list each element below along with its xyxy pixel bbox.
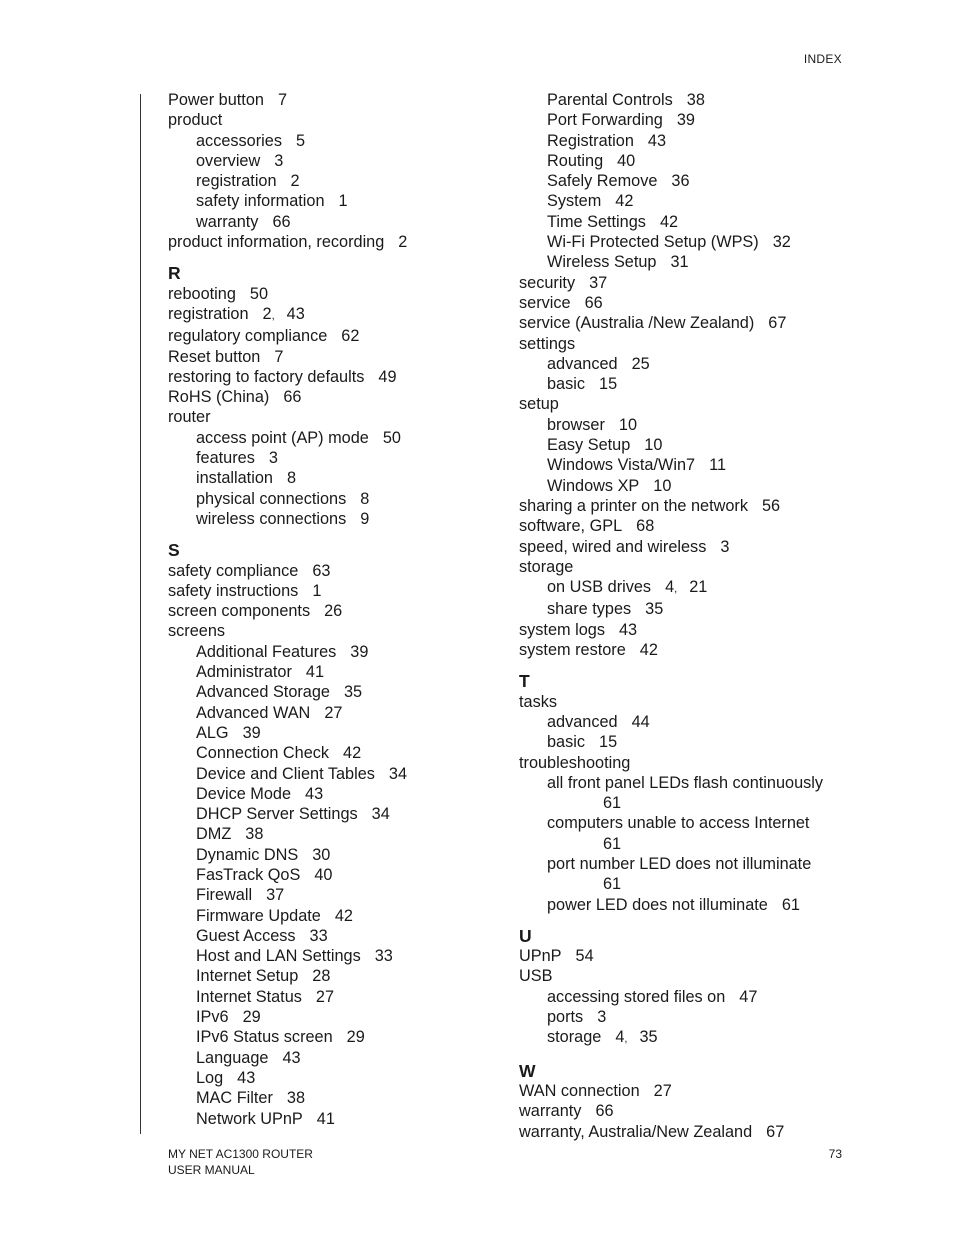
index-page-ref: 10 xyxy=(644,436,663,455)
index-term: accessing stored files on xyxy=(547,987,726,1006)
index-term: advanced xyxy=(547,354,618,373)
index-page-ref: 15 xyxy=(599,733,618,752)
index-page-ref: 43 xyxy=(282,1048,301,1067)
index-page-ref: 26 xyxy=(324,602,343,621)
index-page-ref: 38 xyxy=(686,91,705,109)
index-term: share types xyxy=(547,600,632,619)
index-page-ref: 27 xyxy=(315,987,335,1006)
index-entry xyxy=(168,581,458,601)
index-term: ALG xyxy=(196,723,229,742)
index-term: security xyxy=(519,273,576,292)
index-page-ref: 1 xyxy=(312,581,322,600)
index-page-ref: 3 xyxy=(720,537,730,556)
index-subentry xyxy=(519,435,842,455)
index-term: ports xyxy=(547,1008,584,1027)
index-subentry xyxy=(519,131,842,151)
index-page-ref: 43 xyxy=(305,784,324,803)
index-page-ref: 67 xyxy=(766,1122,785,1141)
index-term: overview xyxy=(196,151,261,170)
index-page-ref: 32 xyxy=(772,233,791,252)
index-column-left xyxy=(168,90,458,1129)
index-entry xyxy=(168,110,458,130)
index-page-ref: 2 xyxy=(262,304,272,323)
index-page-ref: 41 xyxy=(316,1109,335,1128)
index-term: access point (AP) mode xyxy=(196,428,369,447)
index-column-right xyxy=(519,90,842,1142)
index-term: product xyxy=(168,111,223,130)
index-entry xyxy=(519,1122,842,1142)
index-term: power LED does not illuminate xyxy=(547,895,768,914)
index-subentry xyxy=(519,599,842,619)
index-term: Log xyxy=(196,1068,224,1087)
index-entry xyxy=(519,966,842,986)
index-term: RoHS (China) xyxy=(168,388,270,407)
index-subentry xyxy=(168,784,458,804)
index-term: Guest Access xyxy=(196,926,296,945)
index-page-ref: 27 xyxy=(324,703,343,722)
index-page-ref: 37 xyxy=(266,886,285,905)
index-term: features xyxy=(196,449,255,468)
index-term: screen components xyxy=(168,602,311,621)
index-page-ref: 4 xyxy=(615,1028,625,1047)
index-page-ref: 54 xyxy=(575,947,594,966)
index-page-ref: 44 xyxy=(631,712,650,731)
index-term: IPv6 Status screen xyxy=(196,1028,333,1047)
index-page-ref: 4 xyxy=(665,578,675,597)
index-term: on USB drives xyxy=(547,578,652,597)
index-subentry xyxy=(519,415,842,435)
index-page-ref: 61 xyxy=(603,875,622,894)
index-page-ref: 66 xyxy=(283,388,302,407)
index-entry xyxy=(168,621,458,641)
index-page-ref: 30 xyxy=(312,845,331,864)
index-term: restoring to factory defaults xyxy=(168,367,365,386)
index-page-ref: 25 xyxy=(631,354,650,373)
index-page-ref: 7 xyxy=(274,347,284,366)
index-entry xyxy=(519,640,842,660)
index-subentry xyxy=(519,110,842,130)
index-subentry xyxy=(168,966,458,986)
index-subentry xyxy=(519,374,842,394)
index-term: settings xyxy=(519,334,576,353)
index-term: Advanced WAN xyxy=(196,703,311,722)
index-subentry xyxy=(168,489,458,509)
index-term: service xyxy=(519,293,571,312)
index-page-ref: 11 xyxy=(709,456,726,475)
index-subentry xyxy=(519,712,842,732)
index-subentry xyxy=(519,90,842,110)
index-subentry xyxy=(168,804,458,824)
index-term: system restore xyxy=(519,641,626,660)
index-page-ref: 9 xyxy=(360,509,370,528)
index-page-ref: 5 xyxy=(295,131,306,150)
index-term: System xyxy=(547,192,602,211)
index-subentry xyxy=(168,682,458,702)
index-term: safety information xyxy=(196,192,325,211)
index-letter-heading: T xyxy=(519,671,530,692)
index-entry xyxy=(168,90,458,110)
index-term: Firmware Update xyxy=(196,906,321,925)
index-term: Additional Features xyxy=(196,642,337,661)
index-term: router xyxy=(168,408,211,427)
index-page-ref: 40 xyxy=(617,151,636,170)
index-page-ref: 66 xyxy=(595,1102,614,1121)
index-entry xyxy=(519,516,842,536)
index-subentry xyxy=(168,1007,458,1027)
index-page-ref: 42 xyxy=(639,641,658,660)
page-ref-separator: , xyxy=(271,309,275,322)
page-ref-separator: , xyxy=(674,583,678,596)
index-term: MAC Filter xyxy=(196,1089,273,1108)
index-subentry xyxy=(519,895,842,915)
index-subentry xyxy=(519,476,842,496)
index-page-ref: 28 xyxy=(312,967,331,986)
index-page-ref: 43 xyxy=(286,304,305,323)
index-term: sharing a printer on the network xyxy=(519,496,748,515)
index-term: storage xyxy=(519,557,574,576)
running-header: INDEX xyxy=(803,52,842,66)
index-entry xyxy=(168,387,458,407)
index-page-ref: 39 xyxy=(676,111,695,130)
index-subentry xyxy=(168,865,458,885)
index-term: basic xyxy=(547,733,586,752)
index-page-ref: 67 xyxy=(768,314,787,333)
index-entry xyxy=(519,394,842,414)
index-term: Internet Status xyxy=(196,987,302,1006)
index-subentry xyxy=(168,1027,458,1047)
index-entry xyxy=(519,946,842,966)
index-page-ref: 49 xyxy=(378,367,397,386)
index-term: Easy Setup xyxy=(547,436,631,455)
index-entry xyxy=(168,407,458,427)
index-term: Wireless Setup xyxy=(547,253,657,272)
index-term: Windows Vista/Win7 xyxy=(547,456,696,475)
index-page-ref: 68 xyxy=(636,517,655,536)
index-page-ref: 42 xyxy=(615,192,634,211)
index-term: DMZ xyxy=(196,825,232,844)
index-page-ref: 41 xyxy=(305,663,325,682)
index-subentry xyxy=(168,448,458,468)
index-page-ref: 33 xyxy=(374,947,393,966)
index-term: computers unable to access Internet xyxy=(547,814,810,833)
index-subentry xyxy=(519,577,842,599)
index-page-ref: 34 xyxy=(388,764,408,783)
index-page-ref: 61 xyxy=(603,794,622,813)
index-term: tasks xyxy=(519,692,558,711)
index-page-ref: 10 xyxy=(653,476,672,495)
index-subentry xyxy=(519,212,842,232)
index-term: IPv6 xyxy=(196,1008,229,1027)
index-term: Internet Setup xyxy=(196,967,299,986)
index-term: Routing xyxy=(547,151,604,170)
index-page-ref: 62 xyxy=(341,327,360,346)
index-term: browser xyxy=(547,415,605,434)
index-page-ref: 47 xyxy=(739,987,758,1006)
index-subentry xyxy=(168,926,458,946)
index-subentry xyxy=(519,455,842,475)
index-term: Port Forwarding xyxy=(547,111,663,130)
index-entry xyxy=(519,334,842,354)
index-term: Network UPnP xyxy=(196,1109,303,1128)
index-entry xyxy=(168,232,458,252)
index-term: screens xyxy=(168,622,226,641)
index-page-ref: 61 xyxy=(781,895,800,914)
index-subentry xyxy=(168,468,458,488)
index-entry xyxy=(168,561,458,581)
index-subentry xyxy=(519,773,842,814)
page-number: 73 xyxy=(828,1147,842,1161)
index-subentry xyxy=(519,987,842,1007)
index-page-ref: 66 xyxy=(272,212,291,231)
index-subentry xyxy=(168,1109,458,1129)
index-page-ref: 3 xyxy=(597,1008,607,1027)
index-term: Administrator xyxy=(196,663,292,682)
index-term: registration xyxy=(196,172,277,191)
index-subentry xyxy=(168,428,458,448)
index-page-ref: 3 xyxy=(274,151,284,170)
index-subentry xyxy=(519,354,842,374)
index-page-ref: 56 xyxy=(761,496,781,515)
index-term: installation xyxy=(196,469,273,488)
index-page-ref: 35 xyxy=(639,1028,658,1047)
index-page-ref: 39 xyxy=(242,723,261,742)
index-term: physical connections xyxy=(196,489,347,508)
index-term: Host and LAN Settings xyxy=(196,947,361,966)
index-page-ref: 40 xyxy=(314,865,333,884)
index-subentry xyxy=(168,824,458,844)
index-term: Advanced Storage xyxy=(196,683,330,702)
footer-title xyxy=(168,1146,313,1178)
index-page-ref: 34 xyxy=(371,805,390,824)
index-subentry xyxy=(168,987,458,1007)
index-subentry xyxy=(168,1048,458,1068)
index-page-ref: 50 xyxy=(382,428,401,447)
index-term: rebooting xyxy=(168,284,236,303)
index-entry xyxy=(519,753,842,773)
index-entry xyxy=(168,284,458,304)
index-letter-heading: S xyxy=(168,540,180,561)
index-term: safety instructions xyxy=(168,581,299,600)
index-term: Firewall xyxy=(196,886,253,905)
index-page-ref: 38 xyxy=(245,825,264,844)
index-term: all front panel LEDs flash continuously xyxy=(547,773,824,792)
index-page-ref: 8 xyxy=(286,469,296,488)
index-subentry xyxy=(168,212,458,232)
index-subentry xyxy=(168,743,458,763)
index-page-ref: 1 xyxy=(338,192,348,211)
index-page-ref: 27 xyxy=(653,1081,672,1100)
index-term: advanced xyxy=(547,712,618,731)
index-term: Dynamic DNS xyxy=(196,845,299,864)
index-subentry xyxy=(168,1068,458,1088)
index-term: Device Mode xyxy=(196,784,292,803)
index-subentry xyxy=(519,252,842,272)
index-term: FasTrack QoS xyxy=(196,865,301,884)
index-subentry xyxy=(519,191,842,211)
index-page-ref: 15 xyxy=(599,375,618,394)
index-page-ref: 2 xyxy=(398,233,408,252)
index-page-ref: 38 xyxy=(286,1089,306,1108)
index-term: safety compliance xyxy=(168,561,299,580)
index-letter-heading: R xyxy=(168,263,181,284)
index-subentry xyxy=(168,946,458,966)
index-entry xyxy=(519,273,842,293)
index-page-ref: 31 xyxy=(670,253,689,272)
index-subentry xyxy=(168,723,458,743)
index-term: Parental Controls xyxy=(547,91,673,109)
index-term: Windows XP xyxy=(547,476,640,495)
index-subentry xyxy=(519,813,842,854)
index-term: product information, recording xyxy=(168,233,385,252)
index-page-ref: 29 xyxy=(242,1008,261,1027)
index-subentry xyxy=(519,232,842,252)
index-term: warranty xyxy=(519,1102,582,1121)
index-term: basic xyxy=(547,375,586,394)
index-subentry xyxy=(519,151,842,171)
index-term: troubleshooting xyxy=(519,753,631,772)
index-term: Safely Remove xyxy=(547,172,658,191)
index-term: Registration xyxy=(547,131,634,150)
index-subentry xyxy=(519,854,842,895)
index-term: warranty xyxy=(196,212,259,231)
index-page-ref: 39 xyxy=(350,642,369,661)
index-entry xyxy=(519,557,842,577)
index-subentry xyxy=(168,1088,458,1108)
index-entry xyxy=(519,692,842,712)
index-term: storage xyxy=(547,1028,602,1047)
index-subentry xyxy=(168,171,458,191)
index-page-ref: 35 xyxy=(645,600,664,619)
index-page-ref: 2 xyxy=(290,172,300,191)
index-term: Reset button xyxy=(168,347,261,366)
index-term: regulatory compliance xyxy=(168,327,328,346)
index-page-ref: 63 xyxy=(312,561,331,580)
index-entry xyxy=(519,496,842,516)
index-page-ref: 36 xyxy=(671,172,690,191)
index-page-ref: 66 xyxy=(584,293,603,312)
index-page-ref: 43 xyxy=(618,620,638,639)
index-subentry xyxy=(519,1007,842,1027)
index-entry xyxy=(168,326,458,346)
index-subentry xyxy=(519,171,842,191)
index-subentry xyxy=(168,151,458,171)
index-subentry xyxy=(168,885,458,905)
index-subentry xyxy=(519,1027,842,1049)
index-page-ref: 42 xyxy=(334,906,353,925)
index-entry xyxy=(168,347,458,367)
index-letter-heading: W xyxy=(519,1060,536,1081)
index-term: WAN connection xyxy=(519,1081,640,1100)
index-subentry xyxy=(168,509,458,529)
index-page-ref: 43 xyxy=(647,131,667,150)
index-term: registration xyxy=(168,304,249,323)
index-term: port number LED does not illuminate xyxy=(547,854,812,873)
footer-line-1: MY NET AC1300 ROUTER xyxy=(168,1147,313,1161)
index-entry xyxy=(519,1081,842,1101)
index-page-ref: 3 xyxy=(268,449,278,468)
index-term: service (Australia /New Zealand) xyxy=(519,314,755,333)
index-entry xyxy=(168,601,458,621)
index-term: Time Settings xyxy=(547,212,646,231)
index-term: warranty, Australia/New Zealand xyxy=(519,1122,753,1141)
index-term: accessories xyxy=(196,131,282,150)
index-entry xyxy=(519,620,842,640)
index-entry xyxy=(519,293,842,313)
index-page-ref: 29 xyxy=(346,1028,365,1047)
index-term: speed, wired and wireless xyxy=(519,537,707,556)
index-page-ref: 42 xyxy=(659,212,679,231)
index-entry xyxy=(168,304,458,326)
index-term: Wi-Fi Protected Setup (WPS) xyxy=(547,233,759,252)
index-term: Power button xyxy=(168,91,264,109)
index-subentry xyxy=(519,732,842,752)
index-term: DHCP Server Settings xyxy=(196,805,358,824)
index-page-ref: 42 xyxy=(343,744,362,763)
page-ref-separator: , xyxy=(624,1033,628,1046)
index-page-ref: 21 xyxy=(689,578,708,597)
index-entry xyxy=(168,367,458,387)
index-subentry xyxy=(168,131,458,151)
index-page-ref: 37 xyxy=(589,273,608,292)
footer-line-2: USER MANUAL xyxy=(168,1163,255,1177)
index-subentry xyxy=(168,662,458,682)
index-term: software, GPL xyxy=(519,517,623,536)
index-term: Language xyxy=(196,1048,269,1067)
index-entry xyxy=(519,313,842,333)
index-term: UPnP xyxy=(519,947,562,966)
index-subentry xyxy=(168,906,458,926)
index-letter-heading: U xyxy=(519,925,532,946)
index-subentry xyxy=(168,845,458,865)
index-term: USB xyxy=(519,967,553,986)
index-subentry xyxy=(168,642,458,662)
index-term: setup xyxy=(519,395,559,414)
index-page-ref: 61 xyxy=(603,834,622,853)
index-subentry xyxy=(168,764,458,784)
index-page-ref: 7 xyxy=(277,91,288,109)
index-page-ref: 50 xyxy=(249,284,269,303)
index-entry xyxy=(519,1101,842,1121)
index-subentry xyxy=(168,191,458,211)
index-term: Device and Client Tables xyxy=(196,764,375,783)
index-entry xyxy=(519,537,842,557)
index-term: Connection Check xyxy=(196,744,330,763)
index-subentry xyxy=(168,703,458,723)
index-page-ref: 8 xyxy=(360,489,370,508)
index-page-ref: 33 xyxy=(309,926,328,945)
index-page-ref: 10 xyxy=(618,415,638,434)
index-page-ref: 43 xyxy=(237,1068,256,1087)
index-page-ref: 35 xyxy=(343,683,363,702)
index-term: system logs xyxy=(519,620,605,639)
index-term: wireless connections xyxy=(196,509,347,528)
margin-rule xyxy=(140,94,141,1134)
